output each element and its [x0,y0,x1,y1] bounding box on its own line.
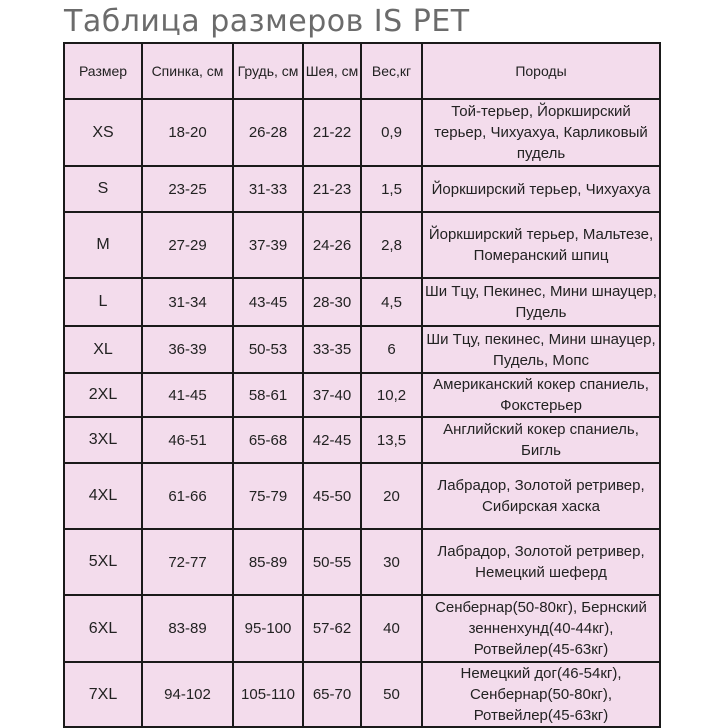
chest-cell: 31-33 [233,166,303,212]
header-size: Размер [64,43,142,99]
weight-cell: 2,8 [361,212,422,278]
header-row [64,43,660,99]
breeds-cell: Йоркширский терьер, Мальтезе, Померанский шпиц [422,212,660,278]
weight-cell: 13,5 [361,417,422,463]
back-cell: 18-20 [142,99,233,166]
page-title: Таблица размеров IS PET [64,4,470,39]
table-row [64,166,660,212]
size-cell: XL [64,326,142,373]
back-cell: 23-25 [142,166,233,212]
neck-cell: 24-26 [303,212,361,278]
chest-cell: 105-110 [233,662,303,727]
breeds-cell: Лабрадор, Золотой ретривер, Сибирская хаска [422,463,660,529]
breeds-cell: Ши Тцу, пекинес, Мини шнауцер, Пудель, Мопс [422,326,660,373]
table-row [64,662,660,727]
size-table [63,42,661,728]
back-cell: 36-39 [142,326,233,373]
back-cell: 27-29 [142,212,233,278]
weight-cell: 20 [361,463,422,529]
breeds-cell: Американский кокер спаниель, Фокстерьер [422,373,660,417]
breeds-cell: Немецкий дог(46-54кг), Сенбернар(50-80кг), Ротвейлер(45-63кг) [422,662,660,727]
chest-cell: 50-53 [233,326,303,373]
header-weight: Вес,кг [361,43,422,99]
table-row [64,212,660,278]
weight-cell: 4,5 [361,278,422,326]
neck-cell: 42-45 [303,417,361,463]
table-row [64,278,660,326]
breeds-cell: Йоркширский терьер, Чихуахуа [422,166,660,212]
table-row [64,463,660,529]
back-cell: 94-102 [142,662,233,727]
weight-cell: 1,5 [361,166,422,212]
chest-cell: 58-61 [233,373,303,417]
breeds-cell: Английский кокер спаниель, Бигль [422,417,660,463]
weight-cell: 10,2 [361,373,422,417]
neck-cell: 45-50 [303,463,361,529]
neck-cell: 28-30 [303,278,361,326]
neck-cell: 21-23 [303,166,361,212]
back-cell: 72-77 [142,529,233,595]
size-cell: 2XL [64,373,142,417]
weight-cell: 50 [361,662,422,727]
neck-cell: 57-62 [303,595,361,662]
breeds-cell: Ши Тцу, Пекинес, Мини шнауцер, Пудель [422,278,660,326]
back-cell: 83-89 [142,595,233,662]
back-cell: 61-66 [142,463,233,529]
neck-cell: 50-55 [303,529,361,595]
weight-cell: 40 [361,595,422,662]
table-row [64,99,660,166]
table-row [64,326,660,373]
back-cell: 41-45 [142,373,233,417]
chest-cell: 26-28 [233,99,303,166]
header-chest: Грудь, см [233,43,303,99]
breeds-cell: Лабрадор, Золотой ретривер, Немецкий шеферд [422,529,660,595]
breeds-cell: Сенбернар(50-80кг), Бернский зенненхунд(40-44кг), Ротвейлер(45-63кг) [422,595,660,662]
chest-cell: 37-39 [233,212,303,278]
size-cell: 6XL [64,595,142,662]
size-cell: L [64,278,142,326]
size-cell: M [64,212,142,278]
table-row [64,529,660,595]
neck-cell: 33-35 [303,326,361,373]
chest-cell: 75-79 [233,463,303,529]
neck-cell: 21-22 [303,99,361,166]
weight-cell: 6 [361,326,422,373]
size-cell: 4XL [64,463,142,529]
table-row [64,373,660,417]
weight-cell: 30 [361,529,422,595]
header-breeds: Породы [422,43,660,99]
size-cell: 3XL [64,417,142,463]
table-row [64,417,660,463]
header-back: Спинка, см [142,43,233,99]
size-cell: S [64,166,142,212]
back-cell: 31-34 [142,278,233,326]
size-cell: 7XL [64,662,142,727]
header-neck: Шея, см [303,43,361,99]
size-cell: 5XL [64,529,142,595]
chest-cell: 95-100 [233,595,303,662]
table-row [64,595,660,662]
size-cell: XS [64,99,142,166]
back-cell: 46-51 [142,417,233,463]
chest-cell: 85-89 [233,529,303,595]
weight-cell: 0,9 [361,99,422,166]
breeds-cell: Той-терьер, Йоркширский терьер, Чихуахуа, Карликовый пудель [422,99,660,166]
neck-cell: 37-40 [303,373,361,417]
chest-cell: 65-68 [233,417,303,463]
chest-cell: 43-45 [233,278,303,326]
neck-cell: 65-70 [303,662,361,727]
